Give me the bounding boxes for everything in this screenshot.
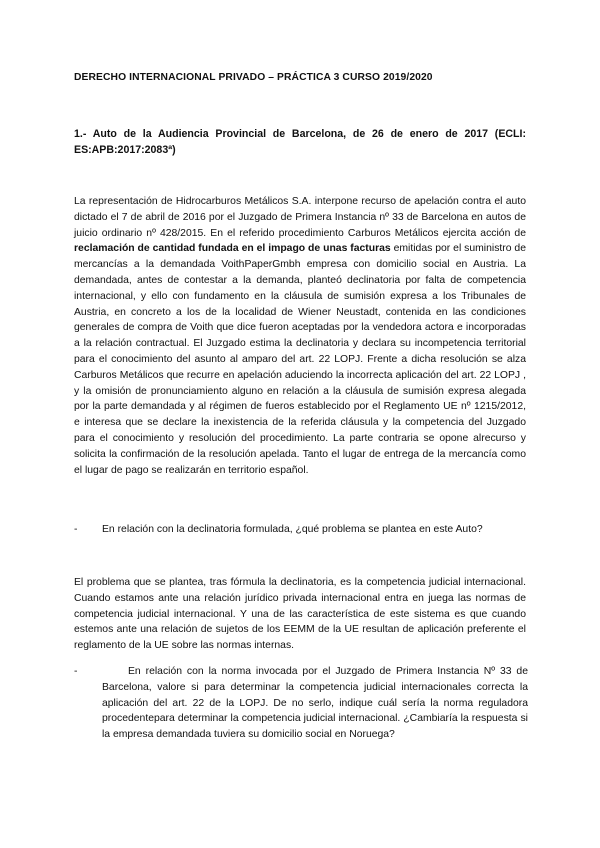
facts-text-part2: emitidas por el suministro de mercancías a la demandada VoithPaperGmbh empresa con domicilio social en Austria. La demandada, antes de contestar a la demanda, planteó declinatoria por falta de competencia internacional, y ello con fundamento en la cláusula de sumisión expresa a los Tribunales de Austria, en concreto a los de la localidad de Wiener Neustadt, contenida en las condiciones generales de compra de Voith que dice fueron aceptadas por la vendedora actora e incorporadas a la relación contractual. El Juzgado estima la declinatoria y declara su incompetencia territorial para el conocimiento del asunto al amparo del art. 22 LOPJ. Frente a dicha resolución se alza Carburos Metálicos que recurre en apelación aduciendo la incorrecta aplicación del art. 22 LOPJ , y la omisión de pronunciamiento alguno en relación a la cláusula de sumisión expresa alegada por la parte demandada y al régimen de fueros establecido por el Reglamento UE nº 1215/2012, e interesa que se declare la inexistencia de la referida cláusula y la competencia del Juzgado para el conocimiento y resolución del procedimiento. La parte contraria se opone alrecurso y solicita la confirmación de la resolución apelada. Tanto el lugar de entrega de la mercancía como el lugar de pago se realizarán en territorio español.: [74, 243, 526, 476]
question-1: [74, 522, 534, 538]
question-2: [74, 664, 534, 744]
question-2-text: En relación con la norma invocada por el Juzgado de Primera Instancia Nº 33 de Barcelona, valore si para determinar la competencia judicial internacionales correcta la aplicación del art. 22 de la LOPJ. De no serlo, indique cuál sería la norma reguladora procedentepara determinar la competencia judicial internacional. ¿Cambiaría la respuesta si la empresa demandada tuviera su domicilio social en Noruega?: [102, 666, 528, 741]
answer-1-paragraph: El problema que se plantea, tras fórmula la declinatoria, es la competencia judicial internacional. Cuando estamos ante una relación jurídico privada internacional entra en juega las normas de competencia judicial internacional. Y una de las característica de este sistema es que cuando estemos ante una relación de sujetos de los EEMM de la UE resultan de aplicación preferente el reglamento de la UE sobre las normas internas.: [74, 577, 526, 652]
document-title: DERECHO INTERNACIONAL PRIVADO – PRÁCTICA 3 CURSO 2019/2020: [74, 72, 433, 83]
question-1-text: En relación con la declinatoria formulada, ¿qué problema se plantea en este Auto?: [102, 524, 483, 535]
facts-text-bold: reclamación de cantidad fundada en el impago de unas facturas: [74, 243, 391, 255]
facts-paragraph: [74, 194, 526, 478]
question-2-bullet: -: [74, 666, 78, 677]
question-1-bullet: -: [74, 524, 78, 535]
facts-text-part1: La representación de Hidrocarburos Metálicos S.A. interpone recurso de apelación contra el auto dictado el 7 de abril de 2016 por el Juzgado de Primera Instancia nº 33 de Barcelona en autos de juicio ordinario nº 428/2015. En el referido procedimiento Carburos Metálicos ejercita acción de: [74, 196, 526, 239]
case-heading: 1.- Auto de la Audiencia Provincial de Barcelona, de 26 de enero de 2017 (ECLI: ES:APB:2017:2083ª): [74, 128, 526, 156]
